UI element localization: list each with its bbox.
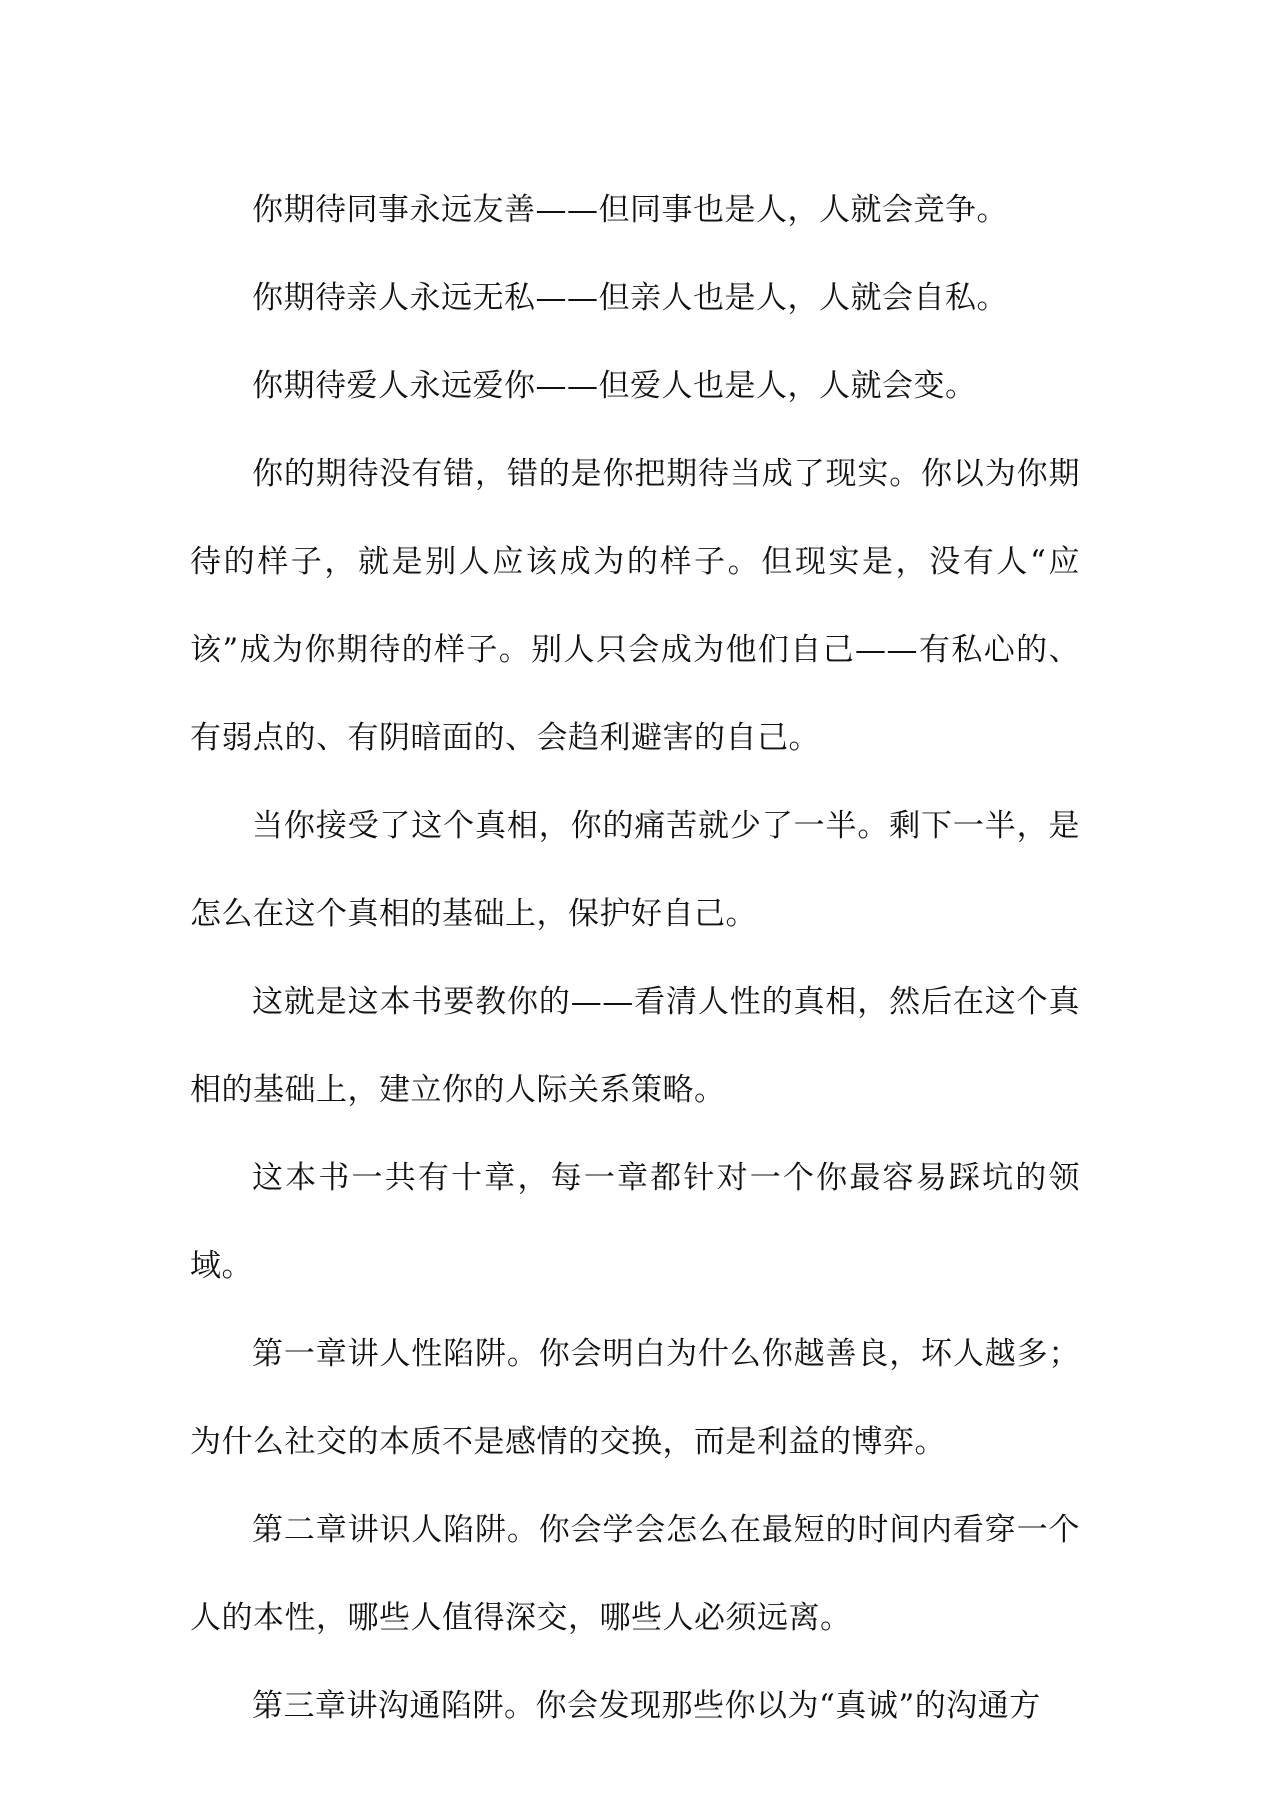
body-text <box>190 166 1080 1750</box>
paragraph-coworkers: 你期待同事永远友善——但同事也是人，人就会竞争。 <box>252 192 1008 228</box>
paragraph-chapter-two: 第二章讲识人陷阱。你会学会怎么在最短的时间内看穿一个人的本性，哪些人值得深交，哪些人必须远离。 <box>190 1512 1080 1636</box>
paragraph-accept-truth: 当你接受了这个真相，你的痛苦就少了一半。剩下一半，是怎么在这个真相的基础上，保护好自己。 <box>190 808 1080 932</box>
paragraph-chapter-one: 第一章讲人性陷阱。你会明白为什么你越善良，坏人越多；为什么社交的本质不是感情的交换，而是利益的博弈。 <box>190 1336 1080 1460</box>
paragraph-chapter-three: 第三章讲沟通陷阱。你会发现那些你以为“真诚”的沟通方 <box>252 1688 1041 1724</box>
paragraph-family: 你期待亲人永远无私——但亲人也是人，人就会自私。 <box>252 280 1008 316</box>
paragraph-book-purpose: 这就是这本书要教你的——看清人性的真相，然后在这个真相的基础上，建立你的人际关系策略。 <box>190 984 1080 1108</box>
paragraph-ten-chapters: 这本书一共有十章，每一章都针对一个你最容易踩坑的领域。 <box>190 1160 1080 1284</box>
paragraph-lover: 你期待爱人永远爱你——但爱人也是人，人就会变。 <box>252 368 977 404</box>
paragraph-expectations: 你的期待没有错，错的是你把期待当成了现实。你以为你期待的样子，就是别人应该成为的样子。但现实是，没有人“应该”成为你期待的样子。别人只会成为他们自己——有私心的、有弱点的、有阴暗面的、会趋利避害的自己。 <box>190 456 1080 756</box>
